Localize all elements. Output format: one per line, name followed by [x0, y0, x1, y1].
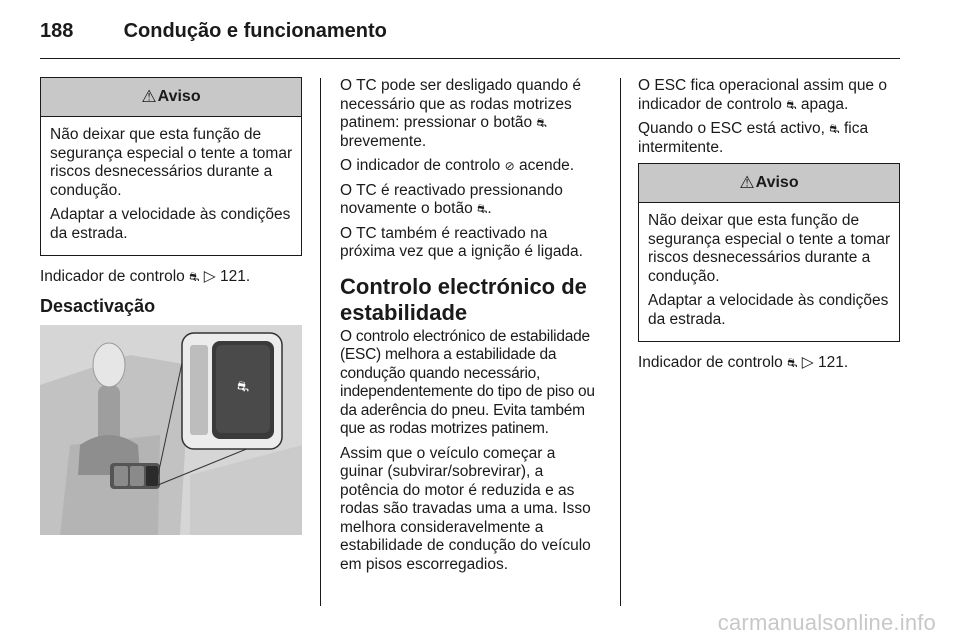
column-3 [638, 77, 900, 379]
warning-triangle-icon: ⚠ [739, 172, 755, 192]
warning-body [639, 203, 899, 341]
page-number: 188 [40, 20, 74, 42]
indicator-reference: Indicador de controlo ⛐ ▷ 121. [638, 354, 849, 371]
indicator-reference: Indicador de controlo ⛐ ▷ 121. [40, 268, 251, 285]
esc-off-car-icon: ⛐ [477, 202, 488, 216]
warning-paragraph: Adaptar a velocidade às condições da estrada. [50, 206, 291, 242]
paragraph: O TC pode ser desligado quando é necessário que as rodas motrizes patinem: pressionar o botão ⛐ brevemente. [340, 77, 581, 150]
warning-box [638, 163, 900, 342]
paragraph: O TC também é reactivado na próxima vez que a ignição é ligada. [340, 224, 583, 260]
column-divider-1 [320, 78, 321, 606]
paragraph: O indicador de controlo ⊘ acende. [340, 157, 575, 174]
svg-text:⛐: ⛐ [236, 379, 250, 395]
esc-off-car-icon: ⛐ [536, 116, 547, 130]
warning-paragraph: Não deixar que esta função de segurança especial o tente a tomar riscos desnecessários durante a condução. [648, 212, 891, 285]
paragraph: Quando o ESC está activo, ⛐ fica intermitente. [638, 120, 869, 156]
warning-body [41, 117, 301, 255]
button-location-illustration [40, 325, 302, 535]
chapter-title: Condução e funcionamento [123, 20, 387, 42]
reference-arrow-icon: ▷ [801, 354, 814, 371]
reference-arrow-icon: ▷ [203, 268, 216, 285]
esc-off-car-icon: ⛐ [786, 97, 797, 112]
warning-heading: ⚠ Aviso [639, 164, 899, 203]
esc-off-car-icon: ⛐ [787, 356, 798, 370]
warning-paragraph: Adaptar a velocidade às condições da estrada. [648, 292, 889, 328]
paragraph: O controlo electrónico de estabilidade (ESC) melhora a estabilidade da condução quando necessário, independentemente do tipo de piso ou da aderência do pneu. Evita também que as rodas motrizes patinem. [340, 327, 595, 437]
tc-off-icon: ⊘ [504, 159, 515, 173]
section-heading-esc: Controlo electrónico de estabilidade [340, 273, 587, 325]
watermark: carmanualsonline.info [717, 610, 936, 635]
subheading-desactivacao: Desactivação [40, 295, 156, 316]
header-rule [40, 58, 900, 59]
column-2 [340, 77, 602, 580]
paragraph: O TC é reactivado pressionando novamente o botão ⛐. [340, 181, 563, 217]
column-1 [40, 77, 302, 535]
paragraph: Assim que o veículo começar a guinar (subvirar/sobrevirar), a potência do motor é reduzida e as rodas são travadas uma a uma. Isso melhora consideravelmente a estabilidade de condução do veículo em pisos escorregadios. [340, 444, 591, 573]
warning-heading: ⚠ Aviso [41, 78, 301, 117]
warning-box [40, 77, 302, 256]
esc-off-car-icon: ⛐ [829, 122, 840, 136]
paragraph: O ESC fica operacional assim que o indicador de controlo ⛐ apaga. [638, 77, 887, 113]
warning-triangle-icon: ⚠ [141, 86, 157, 106]
warning-paragraph: Não deixar que esta função de segurança especial o tente a tomar riscos desnecessários durante a condução. [50, 126, 293, 199]
column-divider-2 [620, 78, 621, 606]
page-header [40, 20, 387, 43]
esc-off-car-icon: ⛐ [189, 270, 200, 284]
